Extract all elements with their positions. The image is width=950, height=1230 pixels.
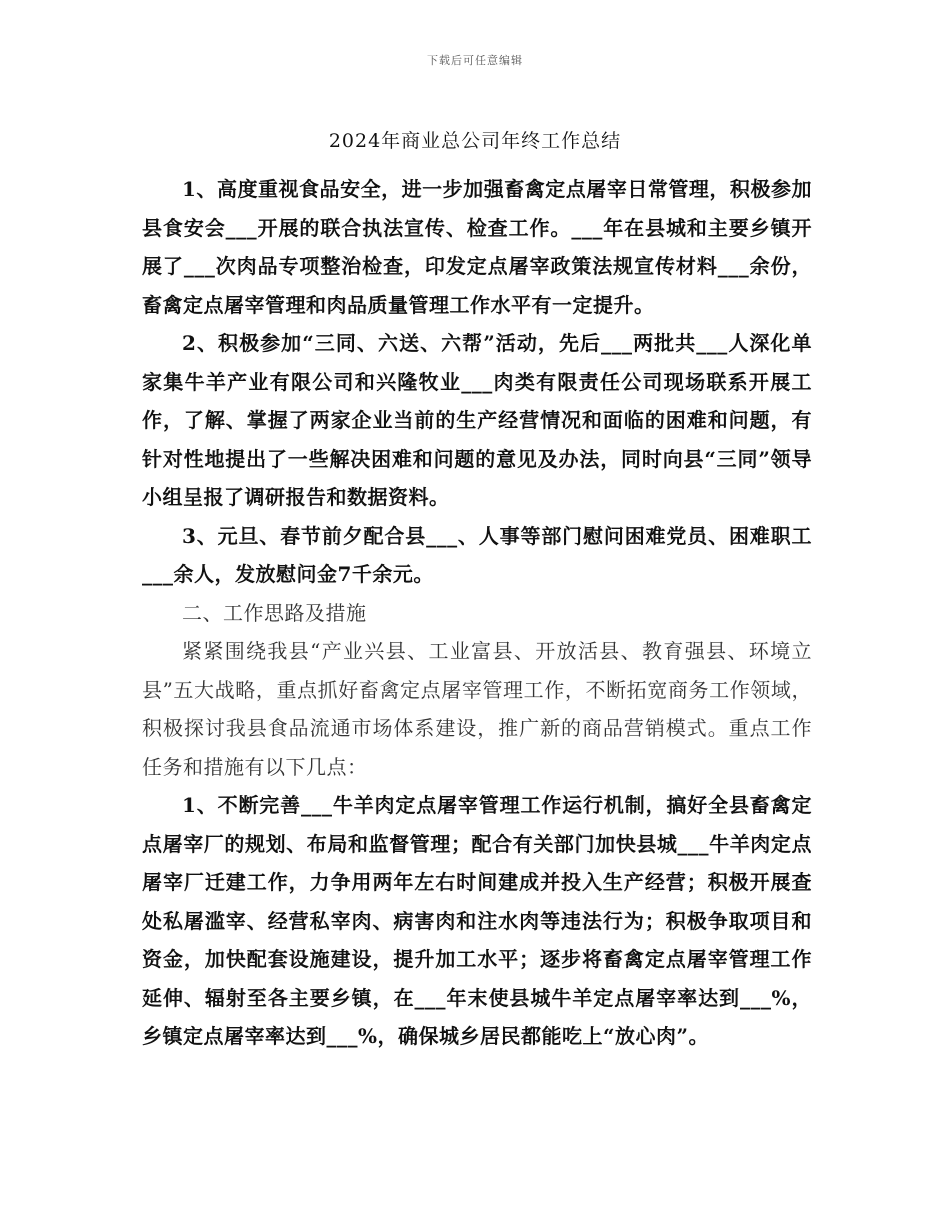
page-header-note: 下载后可任意编辑 bbox=[427, 54, 523, 67]
paragraph-slaughter-management: 1、不断完善___牛羊肉定点屠宰管理工作运行机制，搞好全县畜禽定点屠宰厂的规划、布局和监督管理；配合有关部门加快县城___牛羊肉定点屠宰厂迁建工作，力争用两年左右时间建成并投入生产经营；积极开展查处私屠滥宰、经营私宰肉、病害肉和注水肉等违法行为；积极争取项目和资金，加快配套设施建设，提升加工水平；逐步将畜禽定点屠宰管理工作延伸、辐射至各主要乡镇，在___年末使县城牛羊定点屠宰率达到___%，乡镇定点屠宰率达到___%，确保城乡居民都能吃上“放心肉”。 bbox=[142, 793, 812, 1048]
document-body bbox=[142, 170, 812, 1056]
document-title: 2024年商业总公司年终工作总结 bbox=[328, 130, 622, 152]
section-heading-ideas-measures: 二、工作思路及措施 bbox=[182, 600, 367, 625]
paragraph-three-same-activity: 2、积极参加“三同、六送、六帮”活动，先后___两批共___人深化单家集牛羊产业有限公司和兴隆牧业___肉类有限责任公司现场联系开展工作，了解、掌握了两家企业当前的生产经营情况和面临的困难和问题，有针对性地提出了一些解决困难和问题的意见及办法，同时向县“三同”领导小组呈报了调研报告和数据资料。 bbox=[142, 331, 812, 509]
paragraph-strategy: 紧紧围绕我县“产业兴县、工业富县、开放活县、教育强县、环境立县”五大战略，重点抓好畜禽定点屠宰管理工作，不断拓宽商务工作领域，积极探讨我县食品流通市场体系建设，推广新的商品营销模式。重点工作任务和措施有以下几点： bbox=[142, 639, 812, 779]
paragraph-holiday-visits: 3、元旦、春节前夕配合县___、人事等部门慰问困难党员、困难职工___余人，发放慰问金7千余元。 bbox=[142, 523, 812, 586]
paragraph-food-safety: 1、高度重视食品安全，进一步加强畜禽定点屠宰日常管理，积极参加县食安会___开展的联合执法宣传、检查工作。___年在县城和主要乡镇开展了___次肉品专项整治检查，印发定点屠宰政策法规宣传材料___余份，畜禽定点屠宰管理和肉品质量管理工作水平有一定提升。 bbox=[142, 177, 812, 317]
